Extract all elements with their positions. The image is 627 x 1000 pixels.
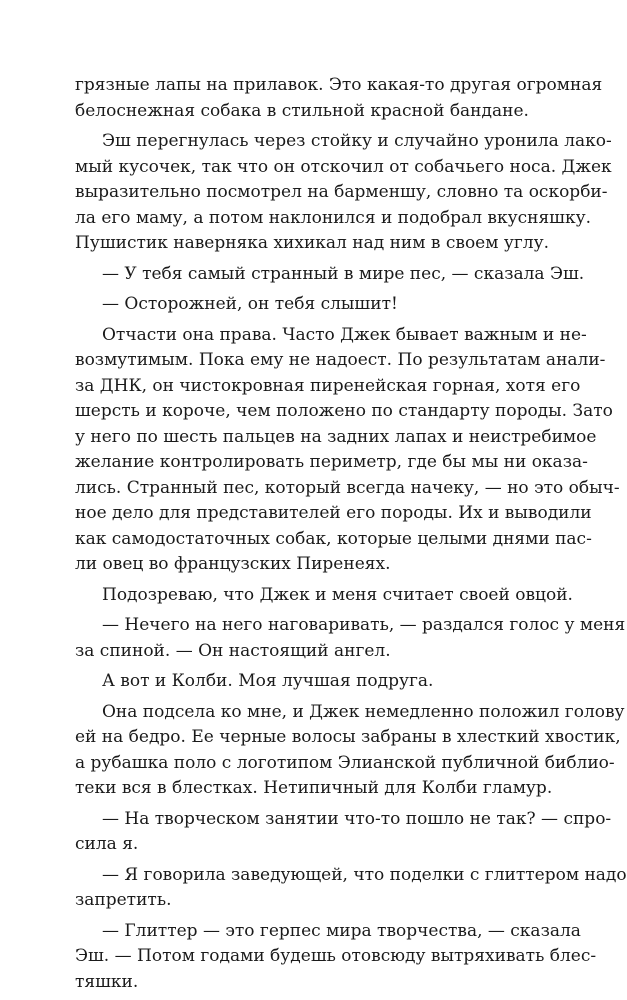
text-line: теки вся в блестках. Нетипичный для Колби гламур. [75,778,553,798]
text-line: за спиной. — Он настоящий ангел. [75,640,391,661]
text-line: Отчасти она права. Часто Джек бывает важным и не- [102,324,587,345]
text-line: как самодостаточных собак, которые целыми днями пас- [75,528,592,549]
body-text [75,73,627,1000]
text-line: за ДНК, он чистокровная пиренейская горная, хотя его [75,375,581,396]
text-line: — Осторожней, он тебя слышит! [102,294,398,314]
paragraph [75,700,625,802]
text-line: ей на бедро. Ее черные волосы забраны в хлесткий хвостик, [75,727,621,747]
paragraph [75,323,620,578]
text-line: — Глиттер — это герпес мира творчества, — сказала [102,920,581,941]
text-line: — На творческом занятии что-то пошло не так? — спро- [102,808,612,829]
text-line: Она подсела ко мне, и Джек немедленно положил голову [102,701,625,722]
paragraph [75,919,597,996]
paragraph [75,292,558,318]
text-line: а рубашка поло с логотипом Элианской публичной библио- [75,752,615,773]
paragraph [75,863,627,914]
text-line: возмутимым. Пока ему не надоест. По результатам анали- [75,350,606,370]
text-line: ли овец во французских Пиренеях. [75,554,391,574]
text-line: ла его маму, а потом наклонился и подобрал вкусняшку. [75,207,592,228]
paragraph [75,613,626,664]
paragraph [75,583,573,609]
text-line: запретить. [75,890,172,910]
paragraph [75,129,612,257]
text-line: — Нечего на него наговаривать, — раздался голос у меня [102,615,626,635]
text-line: ное дело для представителей его породы. Их и выводили [75,503,592,523]
text-line: А вот и Колби. Моя лучшая подруга. [102,671,434,691]
text-line: выразительно посмотрел на барменшу, словно та оскорби- [75,182,608,202]
text-line: сила я. [75,834,139,854]
text-line: у него по шесть пальцев на задних лапах и неистребимое [75,426,597,447]
text-line: белоснежная собака в стильной красной бандане. [75,100,529,121]
text-line: Пушистик наверняка хихикал над ним в своем углу. [75,233,549,253]
text-line: Эш перегнулась через стойку и случайно уронила лако- [102,131,612,151]
text-line: Подозреваю, что Джек и меня считает своей овцой. [102,584,573,605]
text-line: лись. Странный пес, который всегда начеку, — но это обыч- [75,477,620,498]
text-line: грязные лапы на прилавок. Это какая-то другая огромная [75,75,603,95]
paragraph [75,669,558,695]
text-line: мый кусочек, так что он отскочил от собачьего носа. Джек [75,156,612,177]
text-line: — У тебя самый странный в мире пес, — сказала Эш. [102,263,585,284]
text-line: шерсть и короче, чем положено по стандарту породы. Зато [75,401,613,421]
paragraph [75,262,585,288]
text-line: — Я говорила заведующей, что поделки с глиттером надо [102,864,627,885]
text-line: Эш. — Потом годами будешь отовсюду вытряхивать блес- [75,946,597,966]
text-line: тяшки. [75,971,139,992]
paragraph [75,807,612,858]
text-line: желание контролировать периметр, где бы мы ни оказа- [75,452,588,472]
paragraph [75,73,603,124]
